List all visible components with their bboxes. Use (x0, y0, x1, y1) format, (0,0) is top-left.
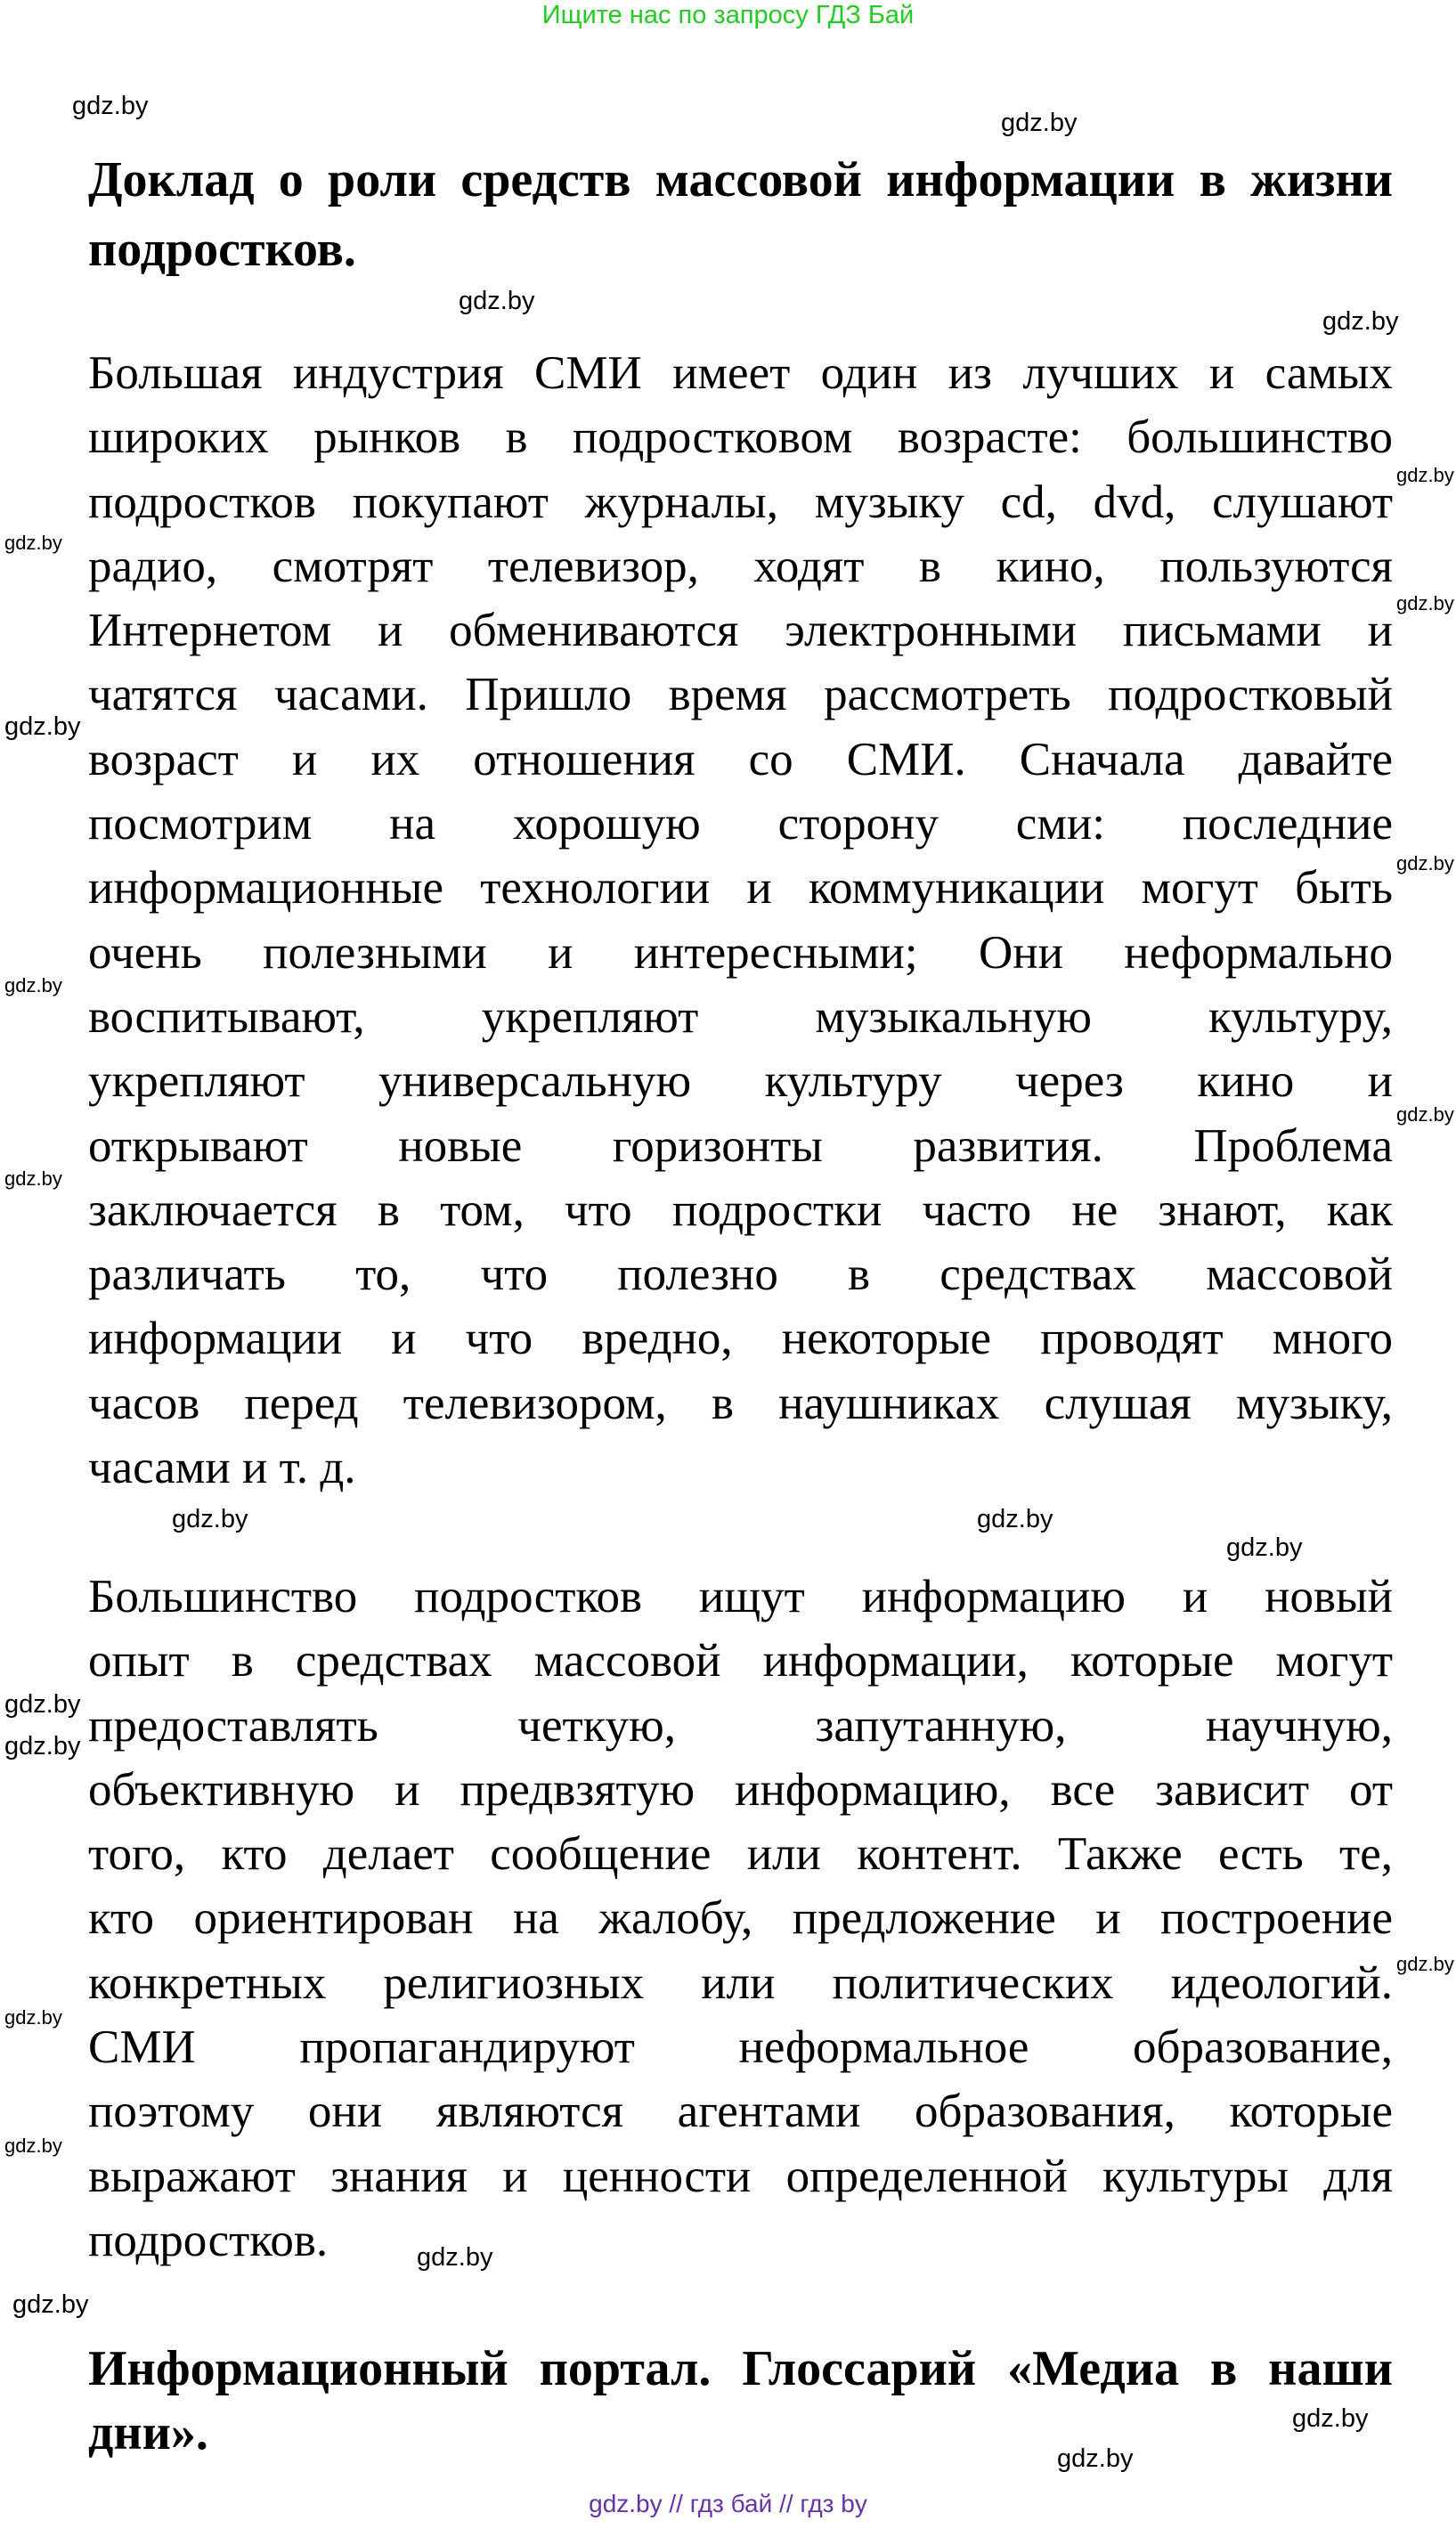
text-line: различать то, что полезно в средствах массовой (88, 1248, 1393, 1301)
watermark: gdz.by (977, 1505, 1053, 1533)
heading-line: дни». (88, 2405, 208, 2460)
text-line: Большая индустрия СМИ имеет один из лучших и самых (88, 347, 1393, 399)
text-line: очень полезными и интересными; Они неформально (88, 926, 1393, 979)
text-line: широких рынков в подростковом возрасте: большинство (88, 411, 1393, 464)
watermark: gdz.by (1396, 1103, 1454, 1126)
text-line: выражают знания и ценности определенной культуры для (88, 2150, 1393, 2202)
text-line: подростков покупают журналы, музыку cd, dvd, слушают (88, 476, 1393, 528)
watermark: gdz.by (4, 2006, 62, 2029)
text-line: возраст и их отношения со СМИ. Сначала давайте (88, 733, 1393, 785)
text-line: Большинство подростков ищут информацию и новый (88, 1571, 1393, 1622)
document-title (88, 145, 1393, 284)
watermark: gdz.by (1396, 464, 1454, 486)
text-line: кто ориентирован на жалобу, предложение и построение (88, 1892, 1393, 1945)
watermark: gdz.by (4, 532, 62, 554)
watermark: gdz.by (1322, 307, 1399, 336)
text-line: воспитывают, укрепляют музыкальную культуру, (88, 990, 1393, 1043)
watermark: gdz.by (4, 1732, 81, 1761)
watermark: gdz.by (1396, 1953, 1454, 1975)
text-line: поэтому они являются агентами образования, которые (88, 2086, 1393, 2138)
watermark: gdz.by (4, 1690, 81, 1719)
watermark: gdz.by (1001, 109, 1078, 137)
watermark: gdz.by (72, 92, 149, 120)
heading-line: Информационный портал. Глоссарий «Медиа в наши (88, 2341, 1393, 2396)
search-banner: Ищите нас по запросу ГДЗ Бай (541, 1, 915, 29)
text-line: открывают новые горизонты развития. Проблема (88, 1119, 1393, 1172)
text-line: радио, смотрят телевизор, ходят в кино, пользуются (88, 540, 1393, 592)
watermark: gdz.by (1292, 2404, 1369, 2433)
text-line: конкретных религиозных или политических идеологий. (88, 1956, 1393, 2009)
watermark: gdz.by (4, 974, 62, 996)
footer-links: gdz.by // гдз бай // гдз by (589, 2490, 867, 2517)
text-line: опыт в средствах массовой информации, которые могут (88, 1635, 1393, 1687)
text-line: подростков. (88, 2214, 329, 2266)
watermark: gdz.by (172, 1505, 248, 1533)
watermark: gdz.by (417, 2243, 493, 2272)
text-line: заключается в том, что подростки часто не знают, как (88, 1183, 1393, 1236)
watermark: gdz.by (1226, 1533, 1303, 1562)
text-line: объективную и предвзятую информацию, все зависит от (88, 1763, 1393, 1816)
watermark: gdz.by (4, 2135, 62, 2157)
text-line: часов перед телевизором, в наушниках слушая музыку, (88, 1377, 1393, 1429)
title-line: Доклад о роли средств массовой информации в жизни (88, 152, 1393, 207)
section-heading (88, 2337, 1393, 2465)
text-line: укрепляют универсальную культуру через кино и (88, 1055, 1393, 1108)
text-line: информации и что вредно, некоторые проводят много (88, 1313, 1393, 1365)
text-line: СМИ пропагандируют неформальное образование, (88, 2021, 1393, 2074)
watermark: gdz.by (1396, 852, 1454, 874)
text-line: того, кто делает сообщение или контент. Также есть те, (88, 1828, 1393, 1881)
text-line: Интернетом и обмениваются электронными письмами и (88, 605, 1393, 657)
text-line: часами и т. д. (88, 1442, 356, 1494)
watermark: gdz.by (4, 712, 81, 741)
paragraph-1 (88, 341, 1393, 1500)
watermark: gdz.by (12, 2290, 89, 2319)
text-line: посмотрим на хорошую сторону сми: последние (88, 798, 1393, 850)
title-line: подростков. (88, 222, 356, 277)
text-line: чатятся часами. Пришло время рассмотреть подростковый (88, 669, 1393, 721)
text-line: предоставлять четкую, запутанную, научную, (88, 1699, 1393, 1752)
paragraph-2 (88, 1565, 1393, 2273)
watermark: gdz.by (1396, 592, 1454, 614)
watermark: gdz.by (459, 287, 535, 315)
watermark: gdz.by (1057, 2444, 1134, 2473)
watermark: gdz.by (4, 1167, 62, 1190)
text-line: информационные технологии и коммуникации могут быть (88, 862, 1393, 915)
